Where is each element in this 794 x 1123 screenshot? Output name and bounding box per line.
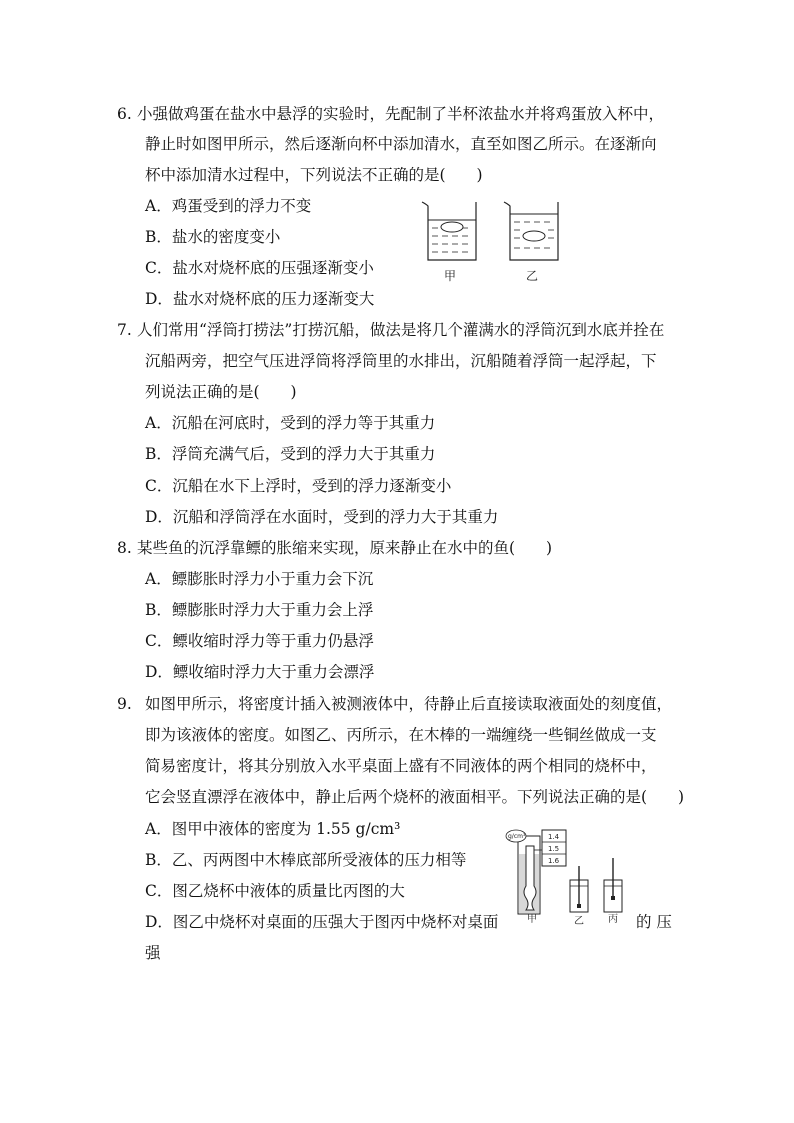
question-9-option-b: B．乙、丙两图中木棒底部所受液体的压力相等	[145, 851, 467, 869]
question-6-text-line: 静止时如图甲所示，然后逐渐向杯中添加清水，直至如图乙所示。在逐渐向	[145, 135, 657, 153]
egg-jia	[441, 222, 463, 232]
question-8-option-b: B．鳔膨胀时浮力大于重力会上浮	[145, 601, 374, 619]
question-7-option-c: C．沉船在水下上浮时，受到的浮力逐渐变小	[145, 477, 452, 495]
question-6-text-line: 杯中添加清水过程中，下列说法不正确的是( )	[145, 166, 483, 184]
question-9-number: 9.	[117, 695, 132, 713]
question-6-option-b: B．盐水的密度变小	[145, 228, 281, 246]
question-7-text-line: 人们常用“浮筒打捞法”打捞沉船，做法是将几个灌满水的浮筒沉到水底并拴在	[137, 321, 665, 339]
beaker-jia	[422, 202, 476, 260]
question-9-option-c: C．图乙烧杯中液体的质量比丙图的大	[145, 882, 405, 900]
question-9-text-line: 简易密度计，将其分别放入水平桌面上盛有不同液体的两个相同的烧杯中，	[145, 757, 657, 775]
question-7-option-d: D．沉船和浮筒浮在水面时，受到的浮力大于其重力	[145, 508, 499, 526]
question-9-option-d: D．图乙中烧杯对桌面的压强大于图丙中烧杯对桌面	[145, 913, 499, 931]
figure-label-jia: 甲	[444, 269, 457, 283]
question-6-text-line: 小强做鸡蛋在盐水中悬浮的实验时，先配制了半杯浓盐水并将鸡蛋放入杯中，	[137, 105, 665, 123]
question-6-number: 6.	[117, 105, 132, 123]
question-9-option-d-end: 强	[145, 944, 161, 962]
scale-label-1-4: 1.4	[548, 833, 560, 841]
scale-label-1-6: 1.6	[548, 857, 560, 865]
egg-beaker-figure	[418, 198, 568, 286]
question-7-text-line: 列说法正确的是( )	[145, 383, 297, 401]
question-8-number: 8.	[117, 539, 132, 557]
question-6-option-a: A．鸡蛋受到的浮力不变	[145, 197, 312, 215]
question-9-text-line: 即为该液体的密度。如图乙、丙所示，在木棒的一端缠绕一些铜丝做成一支	[145, 726, 657, 744]
egg-yi	[523, 231, 545, 241]
figure-label-yi: 乙	[574, 916, 584, 926]
question-7-option-b: B．浮筒充满气后，受到的浮力大于其重力	[145, 445, 436, 463]
question-8-option-c: C．鳔收缩时浮力等于重力仍悬浮	[145, 632, 374, 650]
hydrometer-figure	[504, 826, 639, 926]
question-8-text-line: 某些鱼的沉浮靠鳔的胀缩来实现，原来静止在水中的鱼( )	[137, 539, 553, 557]
question-7-text-line: 沉船两旁，把空气压进浮筒将浮筒里的水排出，沉船随着浮筒一起浮起，下	[145, 352, 657, 370]
question-9-text-line: 它会竖直漂浮在液体中，静止后两个烧杯的液面相平。下列说法正确的是( )	[145, 788, 685, 806]
question-7-option-a: A．沉船在河底时，受到的浮力等于其重力	[145, 414, 436, 432]
density-unit-label: g/cm³	[508, 833, 526, 840]
question-7-number: 7.	[117, 321, 132, 339]
question-8-option-a: A．鳔膨胀时浮力小于重力会下沉	[145, 570, 374, 588]
scale-label-1-5: 1.5	[548, 845, 560, 853]
question-9-option-a: A．图甲中液体的密度为 1.55 g/cm³	[145, 820, 401, 838]
figure-label-yi: 乙	[526, 269, 539, 283]
beaker-yi-hydrometer	[570, 866, 588, 912]
beaker-yi	[504, 202, 558, 260]
question-6-option-d: D．盐水对烧杯底的压力逐渐变大	[145, 290, 375, 308]
question-8-option-d: D．鳔收缩时浮力大于重力会漂浮	[145, 663, 375, 681]
question-9-text-line: 如图甲所示，将密度计插入被测液体中，待静止后直接读取液面处的刻度值，	[145, 695, 673, 713]
question-9-option-d-continued: 的 压	[636, 913, 672, 931]
figure-label-bing: 丙	[608, 914, 618, 925]
figure-label-jia: 甲	[527, 914, 537, 925]
hydrometer-jia	[506, 830, 566, 914]
question-6-option-c: C．盐水对烧杯底的压强逐渐变小	[145, 259, 374, 277]
beaker-bing-hydrometer	[604, 858, 622, 912]
